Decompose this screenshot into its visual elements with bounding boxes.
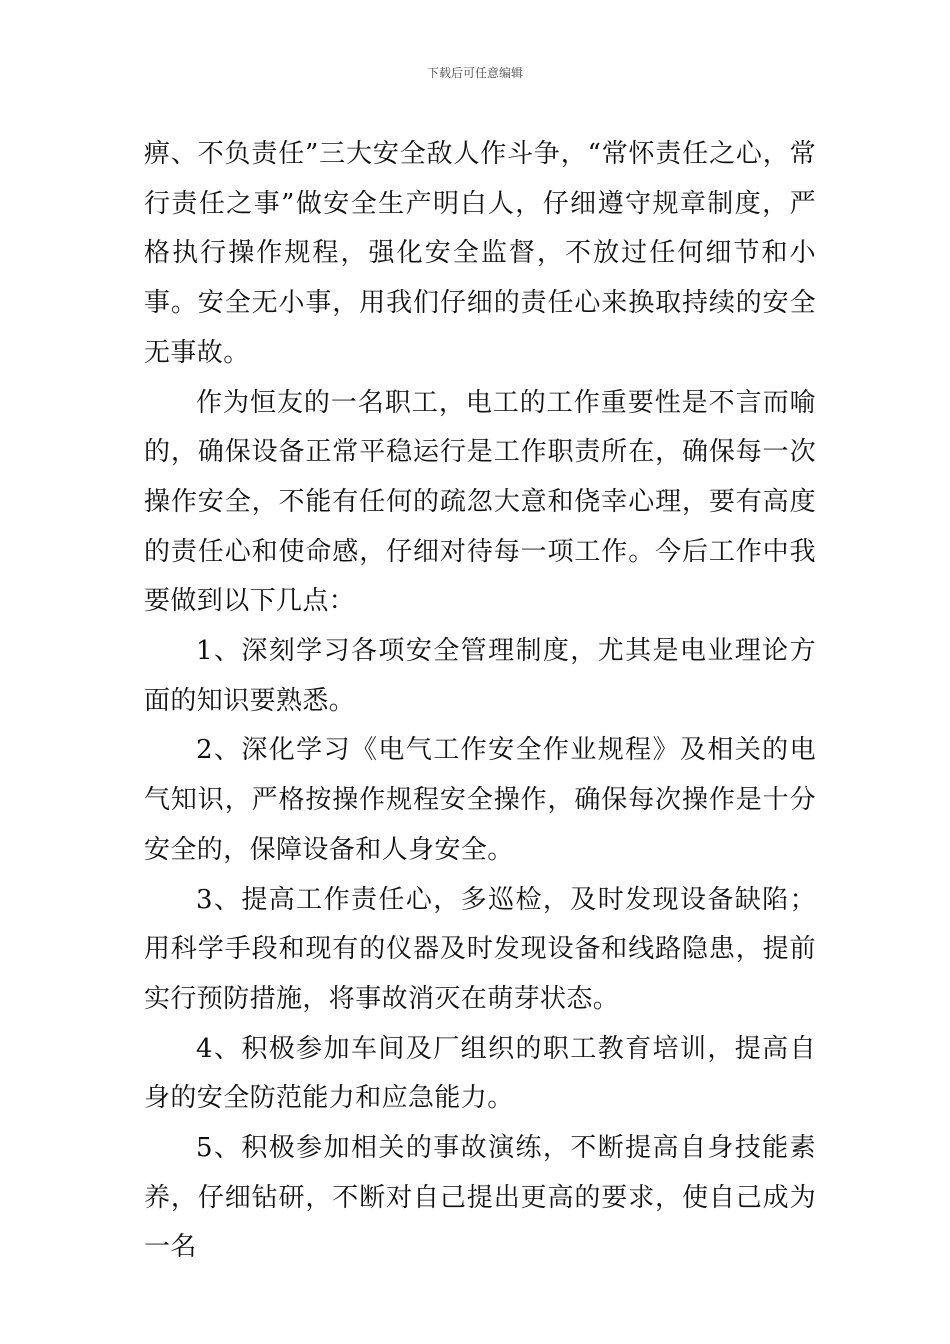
list-item-3: 3、提高工作责任心，多巡检，及时发现设备缺陷；用科学手段和现有的仪器及时发现设备和线路隐患，提前实行预防措施，将事故消灭在萌芽状态。: [144, 884, 816, 1014]
list-item-4: 4、积极参加车间及厂组织的职工教育培训，提高自身的安全防范能力和应急能力。: [144, 1033, 816, 1114]
document-body: [144, 130, 816, 1273]
list-item-2: 2、深化学习《电气工作安全作业规程》及相关的电气知识，严格按操作规程安全操作，确保每次操作是十分安全的，保障设备和人身安全。: [144, 735, 816, 865]
page-header: 下载后可任意编辑: [426, 66, 523, 80]
paragraph-continued: 痹、不负责任”三大安全敌人作斗争，“常怀责任之心，常行责任之事”做安全生产明白人，仔细遵守规章制度，严格执行操作规程，强化安全监督，不放过任何细节和小事。安全无小事，用我们仔细的责任心来换取持续的安全无事故。: [144, 139, 816, 368]
list-item-5: 5、积极参加相关的事故演练，不断提高自身技能素养，仔细钻研，不断对自己提出更高的要求，使自己成为一名: [144, 1133, 816, 1263]
paragraph-intro: 作为恒友的一名职工，电工的工作重要性是不言而喻的，确保设备正常平稳运行是工作职责所在，确保每一次操作安全，不能有任何的疏忽大意和侥幸心理，要有高度的责任心和使命感，仔细对待每一项工作。今后工作中我要做到以下几点：: [144, 387, 816, 617]
list-item-1: 1、深刻学习各项安全管理制度，尤其是电业理论方面的知识要熟悉。: [144, 636, 816, 716]
